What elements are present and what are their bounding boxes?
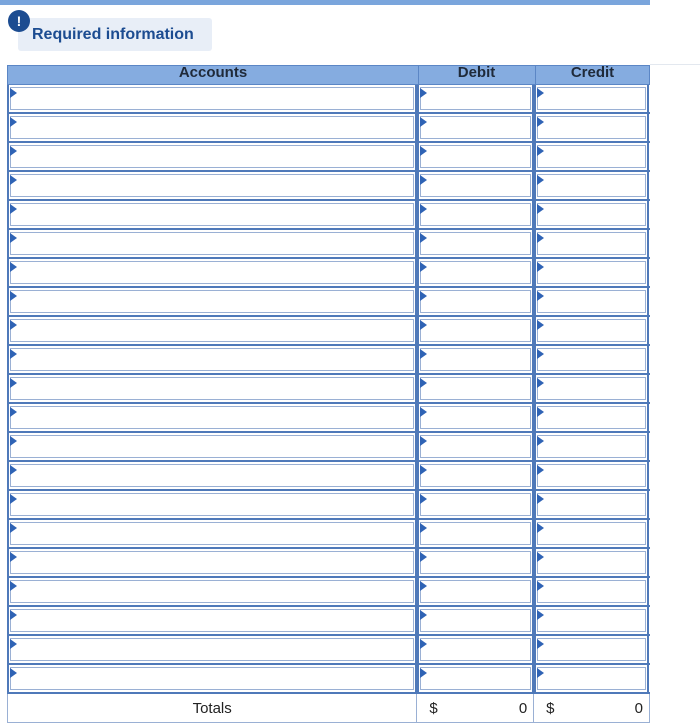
dropdown-arrow-icon[interactable] xyxy=(420,610,427,620)
field-box xyxy=(10,464,414,487)
dropdown-arrow-icon[interactable] xyxy=(537,436,544,446)
account-input[interactable] xyxy=(7,520,417,547)
field-box xyxy=(10,638,414,661)
dropdown-arrow-icon[interactable] xyxy=(537,146,544,156)
debit-input[interactable] xyxy=(417,433,534,460)
dropdown-arrow-icon[interactable] xyxy=(537,349,544,359)
account-input[interactable] xyxy=(7,549,417,576)
field-box xyxy=(10,290,414,313)
debit-input[interactable] xyxy=(417,114,534,141)
field-box xyxy=(537,609,646,632)
table-row xyxy=(7,665,650,694)
dropdown-arrow-icon[interactable] xyxy=(537,581,544,591)
table-row xyxy=(7,317,650,346)
credit-input[interactable] xyxy=(534,85,649,112)
dropdown-arrow-icon[interactable] xyxy=(420,494,427,504)
field-box xyxy=(10,551,414,574)
dropdown-arrow-icon[interactable] xyxy=(420,349,427,359)
credit-total-value: 0 xyxy=(634,700,643,717)
account-input[interactable] xyxy=(7,172,417,199)
table-row xyxy=(7,462,650,491)
table-row xyxy=(7,491,650,520)
table-row xyxy=(7,520,650,549)
debit-input[interactable] xyxy=(417,404,534,431)
field-box xyxy=(537,261,646,284)
accounts-header: Accounts xyxy=(178,64,248,81)
account-input[interactable] xyxy=(7,259,417,286)
dropdown-arrow-icon[interactable] xyxy=(420,175,427,185)
dropdown-arrow-icon[interactable] xyxy=(537,233,544,243)
credit-input[interactable] xyxy=(534,433,649,460)
table-row xyxy=(7,114,650,143)
dropdown-arrow-icon[interactable] xyxy=(10,146,17,156)
dropdown-arrow-icon[interactable] xyxy=(420,639,427,649)
field-box xyxy=(420,174,531,197)
field-box xyxy=(420,203,531,226)
field-box xyxy=(420,116,531,139)
debit-input[interactable] xyxy=(417,85,534,112)
field-box xyxy=(10,609,414,632)
dropdown-arrow-icon[interactable] xyxy=(420,552,427,562)
dropdown-arrow-icon[interactable] xyxy=(420,88,427,98)
dropdown-arrow-icon[interactable] xyxy=(420,204,427,214)
dropdown-arrow-icon[interactable] xyxy=(10,88,17,98)
field-box xyxy=(420,319,531,342)
credit-input[interactable] xyxy=(534,375,649,402)
field-box xyxy=(537,522,646,545)
dropdown-arrow-icon[interactable] xyxy=(10,291,17,301)
field-box xyxy=(537,116,646,139)
credit-input[interactable] xyxy=(534,549,649,576)
dropdown-arrow-icon[interactable] xyxy=(420,117,427,127)
account-input[interactable] xyxy=(7,433,417,460)
dropdown-arrow-icon[interactable] xyxy=(10,552,17,562)
credit-input[interactable] xyxy=(534,462,649,489)
debit-input[interactable] xyxy=(417,288,534,315)
credit-total xyxy=(534,694,649,722)
credit-header: Credit xyxy=(570,64,615,81)
dropdown-arrow-icon[interactable] xyxy=(10,639,17,649)
dropdown-arrow-icon[interactable] xyxy=(537,378,544,388)
table-row xyxy=(7,230,650,259)
required-information-label: Required information xyxy=(32,25,194,43)
debit-input[interactable] xyxy=(417,636,534,663)
credit-input[interactable] xyxy=(534,346,649,373)
debit-currency: $ xyxy=(429,700,438,717)
account-input[interactable] xyxy=(7,607,417,634)
account-input[interactable] xyxy=(7,114,417,141)
dropdown-arrow-icon[interactable] xyxy=(420,262,427,272)
debit-input[interactable] xyxy=(417,491,534,518)
account-input[interactable] xyxy=(7,491,417,518)
debit-total-value: 0 xyxy=(518,700,528,717)
dropdown-arrow-icon[interactable] xyxy=(10,233,17,243)
top-accent-bar xyxy=(0,0,650,5)
credit-input[interactable] xyxy=(534,317,649,344)
credit-input[interactable] xyxy=(534,143,649,170)
dropdown-arrow-icon[interactable] xyxy=(537,88,544,98)
alert-icon: ! xyxy=(8,10,30,32)
dropdown-arrow-icon[interactable] xyxy=(537,204,544,214)
credit-input[interactable] xyxy=(534,288,649,315)
field-box xyxy=(537,203,646,226)
field-box xyxy=(420,290,531,313)
credit-input[interactable] xyxy=(534,636,649,663)
field-box xyxy=(537,348,646,371)
table-row xyxy=(7,259,650,288)
debit-input[interactable] xyxy=(417,201,534,228)
field-box xyxy=(420,522,531,545)
debit-input[interactable] xyxy=(417,607,534,634)
table-row xyxy=(7,172,650,201)
account-input[interactable] xyxy=(7,375,417,402)
dropdown-arrow-icon[interactable] xyxy=(10,494,17,504)
field-box xyxy=(420,580,531,603)
field-box xyxy=(537,638,646,661)
field-box xyxy=(420,551,531,574)
field-box xyxy=(537,87,646,110)
dropdown-arrow-icon[interactable] xyxy=(537,465,544,475)
field-box xyxy=(420,493,531,516)
credit-input[interactable] xyxy=(534,491,649,518)
dropdown-arrow-icon[interactable] xyxy=(537,320,544,330)
dropdown-arrow-icon[interactable] xyxy=(537,639,544,649)
field-box xyxy=(10,261,414,284)
table-header xyxy=(7,65,650,85)
table-row xyxy=(7,433,650,462)
debit-input[interactable] xyxy=(417,549,534,576)
debit-input[interactable] xyxy=(417,520,534,547)
dropdown-arrow-icon[interactable] xyxy=(420,233,427,243)
table-row xyxy=(7,143,650,172)
table-row xyxy=(7,288,650,317)
dropdown-arrow-icon[interactable] xyxy=(10,465,17,475)
dropdown-arrow-icon[interactable] xyxy=(537,523,544,533)
table-row xyxy=(7,201,650,230)
account-input[interactable] xyxy=(7,201,417,228)
account-input[interactable] xyxy=(7,636,417,663)
field-box xyxy=(537,406,646,429)
field-box xyxy=(537,493,646,516)
debit-header: Debit xyxy=(457,64,496,81)
debit-input[interactable] xyxy=(417,346,534,373)
dropdown-arrow-icon[interactable] xyxy=(537,291,544,301)
field-box xyxy=(537,145,646,168)
field-box xyxy=(10,348,414,371)
dropdown-arrow-icon[interactable] xyxy=(10,378,17,388)
dropdown-arrow-icon[interactable] xyxy=(420,407,427,417)
field-box xyxy=(420,232,531,255)
dropdown-arrow-icon[interactable] xyxy=(537,610,544,620)
table-row xyxy=(7,607,650,636)
table-row xyxy=(7,375,650,404)
account-input[interactable] xyxy=(7,346,417,373)
dropdown-arrow-icon[interactable] xyxy=(10,349,17,359)
field-box xyxy=(537,464,646,487)
field-box xyxy=(420,609,531,632)
table-row xyxy=(7,636,650,665)
field-box xyxy=(10,493,414,516)
credit-input[interactable] xyxy=(534,230,649,257)
field-box xyxy=(420,261,531,284)
field-box xyxy=(10,116,414,139)
debit-input[interactable] xyxy=(417,259,534,286)
dropdown-arrow-icon[interactable] xyxy=(537,494,544,504)
account-input[interactable] xyxy=(7,143,417,170)
dropdown-arrow-icon[interactable] xyxy=(10,407,17,417)
credit-input[interactable] xyxy=(534,607,649,634)
debit-input[interactable] xyxy=(417,143,534,170)
account-input[interactable] xyxy=(7,578,417,605)
dropdown-arrow-icon[interactable] xyxy=(10,436,17,446)
dropdown-arrow-icon[interactable] xyxy=(420,320,427,330)
credit-input[interactable] xyxy=(534,114,649,141)
dropdown-arrow-icon[interactable] xyxy=(537,668,544,678)
required-information-banner[interactable] xyxy=(18,18,212,51)
dropdown-arrow-icon[interactable] xyxy=(420,436,427,446)
account-input[interactable] xyxy=(7,404,417,431)
journal-entry-table xyxy=(7,65,650,723)
divider xyxy=(650,64,700,65)
dropdown-arrow-icon[interactable] xyxy=(10,610,17,620)
field-box xyxy=(10,87,414,110)
debit-input[interactable] xyxy=(417,578,534,605)
debit-input[interactable] xyxy=(417,375,534,402)
credit-input[interactable] xyxy=(534,259,649,286)
field-box xyxy=(537,435,646,458)
dropdown-arrow-icon[interactable] xyxy=(10,117,17,127)
dropdown-arrow-icon[interactable] xyxy=(10,581,17,591)
table-row xyxy=(7,85,650,114)
dropdown-arrow-icon[interactable] xyxy=(537,175,544,185)
field-box xyxy=(420,667,531,690)
field-box xyxy=(10,145,414,168)
account-input[interactable] xyxy=(7,85,417,112)
dropdown-arrow-icon[interactable] xyxy=(537,262,544,272)
account-input[interactable] xyxy=(7,317,417,344)
dropdown-arrow-icon[interactable] xyxy=(420,668,427,678)
totals-label: Totals xyxy=(8,694,417,722)
table-row xyxy=(7,578,650,607)
dropdown-arrow-icon[interactable] xyxy=(10,523,17,533)
dropdown-arrow-icon[interactable] xyxy=(420,581,427,591)
dropdown-arrow-icon[interactable] xyxy=(10,175,17,185)
credit-input[interactable] xyxy=(534,520,649,547)
field-box xyxy=(10,580,414,603)
field-box xyxy=(10,319,414,342)
debit-input[interactable] xyxy=(417,172,534,199)
credit-input[interactable] xyxy=(534,172,649,199)
field-box xyxy=(537,667,646,690)
dropdown-arrow-icon[interactable] xyxy=(10,320,17,330)
credit-input[interactable] xyxy=(534,404,649,431)
field-box xyxy=(10,522,414,545)
field-box xyxy=(10,377,414,400)
account-input[interactable] xyxy=(7,462,417,489)
field-box xyxy=(420,464,531,487)
field-box xyxy=(420,377,531,400)
field-box xyxy=(420,145,531,168)
credit-currency: $ xyxy=(546,700,555,717)
debit-input[interactable] xyxy=(417,665,534,692)
account-input[interactable] xyxy=(7,288,417,315)
field-box xyxy=(10,667,414,690)
table-row xyxy=(7,404,650,433)
debit-total xyxy=(417,694,534,722)
dropdown-arrow-icon[interactable] xyxy=(10,668,17,678)
table-row xyxy=(7,549,650,578)
credit-input[interactable] xyxy=(534,665,649,692)
entry-rows xyxy=(7,85,650,694)
debit-input[interactable] xyxy=(417,317,534,344)
table-row xyxy=(7,346,650,375)
field-box xyxy=(537,551,646,574)
field-box xyxy=(537,580,646,603)
field-box xyxy=(420,348,531,371)
field-box xyxy=(420,435,531,458)
field-box xyxy=(420,406,531,429)
field-box xyxy=(537,377,646,400)
field-box xyxy=(537,290,646,313)
dropdown-arrow-icon[interactable] xyxy=(420,523,427,533)
dropdown-arrow-icon[interactable] xyxy=(420,291,427,301)
dropdown-arrow-icon[interactable] xyxy=(420,378,427,388)
field-box xyxy=(537,232,646,255)
credit-input[interactable] xyxy=(534,201,649,228)
field-box xyxy=(537,174,646,197)
dropdown-arrow-icon[interactable] xyxy=(537,117,544,127)
account-input[interactable] xyxy=(7,665,417,692)
field-box xyxy=(420,87,531,110)
dropdown-arrow-icon[interactable] xyxy=(10,204,17,214)
account-input[interactable] xyxy=(7,230,417,257)
field-box xyxy=(537,319,646,342)
field-box xyxy=(10,435,414,458)
field-box xyxy=(10,203,414,226)
dropdown-arrow-icon[interactable] xyxy=(420,146,427,156)
dropdown-arrow-icon[interactable] xyxy=(537,552,544,562)
field-box xyxy=(10,174,414,197)
debit-input[interactable] xyxy=(417,462,534,489)
totals-row xyxy=(7,694,650,723)
dropdown-arrow-icon[interactable] xyxy=(10,262,17,272)
dropdown-arrow-icon[interactable] xyxy=(420,465,427,475)
field-box xyxy=(10,232,414,255)
dropdown-arrow-icon[interactable] xyxy=(537,407,544,417)
field-box xyxy=(420,638,531,661)
credit-input[interactable] xyxy=(534,578,649,605)
debit-input[interactable] xyxy=(417,230,534,257)
field-box xyxy=(10,406,414,429)
